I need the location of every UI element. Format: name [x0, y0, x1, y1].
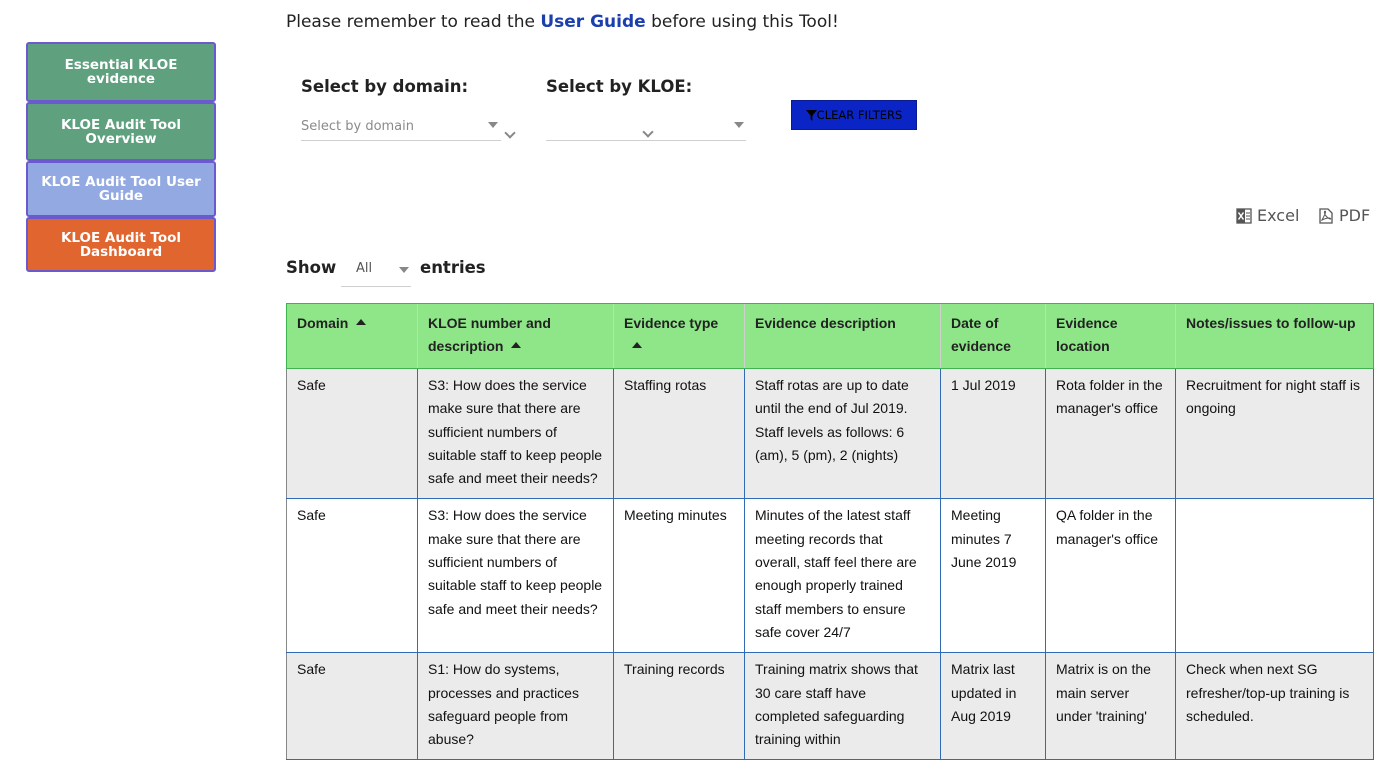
- caret-down-icon: [399, 267, 409, 273]
- sidebar-button-audit-tool-dashboard[interactable]: KLOE Audit Tool Dashboard: [26, 217, 216, 272]
- table-header-row: [287, 304, 1374, 369]
- notice-suffix: before using this Tool!: [645, 12, 839, 32]
- column-header-label: Evidence location: [1056, 315, 1118, 354]
- column-header-kloe[interactable]: [418, 304, 614, 369]
- cell-location: Rota folder in the manager's office: [1046, 369, 1176, 499]
- column-header-domain[interactable]: [287, 304, 418, 369]
- kloe-filter-label: Select by KLOE:: [546, 77, 693, 96]
- chevron-down-icon[interactable]: [504, 127, 515, 138]
- cell-domain: Safe: [287, 653, 418, 760]
- pdf-label: PDF: [1339, 206, 1371, 225]
- cell-date: Matrix last updated in Aug 2019: [941, 653, 1046, 760]
- sidebar-button-audit-tool-overview[interactable]: KLOE Audit Tool Overview: [26, 102, 216, 161]
- excel-label: Excel: [1257, 206, 1300, 225]
- pdf-icon: [1318, 208, 1334, 224]
- clear-filters-label: CLEAR FILTERS: [816, 108, 903, 122]
- entries-length-value: All: [356, 261, 373, 276]
- cell-domain: Safe: [287, 369, 418, 499]
- domain-filter-select[interactable]: [301, 112, 501, 141]
- cell-evidence-type: Training records: [614, 653, 745, 760]
- kloe-filter-select[interactable]: [546, 112, 746, 141]
- cell-date: Meeting minutes 7 June 2019: [941, 499, 1046, 653]
- export-excel-button[interactable]: [1236, 206, 1299, 225]
- entries-label: entries: [420, 258, 486, 277]
- cell-notes: Recruitment for night staff is ongoing: [1176, 369, 1374, 499]
- column-header-label: Evidence description: [755, 315, 896, 331]
- sidebar-button-essential-kloe-evidence[interactable]: Essential KLOE evidence: [26, 42, 216, 102]
- cell-location: QA folder in the manager's office: [1046, 499, 1176, 653]
- show-label: Show: [286, 258, 337, 277]
- caret-down-icon: [488, 122, 498, 128]
- column-header-notes: [1176, 304, 1374, 369]
- cell-kloe: S3: How does the service make sure that there are sufficient numbers of suitable staff to keep people safe and meet their needs?: [418, 369, 614, 499]
- caret-down-icon: [734, 122, 744, 128]
- cell-evidence-description: Training matrix shows that 30 care staff have completed safeguarding training within: [745, 653, 941, 760]
- cell-notes: [1176, 499, 1374, 653]
- table-row: [287, 653, 1374, 760]
- chevron-down-icon: [642, 126, 653, 137]
- sort-asc-icon: [632, 342, 642, 348]
- sort-asc-icon: [511, 342, 521, 348]
- cell-evidence-type: Meeting minutes: [614, 499, 745, 653]
- export-pdf-button[interactable]: [1318, 206, 1370, 225]
- sidebar-button-audit-tool-user-guide[interactable]: KLOE Audit Tool User Guide: [26, 161, 216, 217]
- user-guide-link[interactable]: User Guide: [540, 12, 646, 32]
- notice-prefix: Please remember to read the: [286, 12, 541, 32]
- column-header-label: Notes/issues to follow-up: [1186, 315, 1356, 331]
- table-row: [287, 499, 1374, 653]
- cell-evidence-description: Staff rotas are up to date until the end of Jul 2019. Staff levels as follows: 6 (am), 5 (pm), 2 (nights): [745, 369, 941, 499]
- clear-filters-button[interactable]: [791, 100, 917, 130]
- column-header-label: Domain: [297, 315, 349, 331]
- evidence-table: [286, 303, 1374, 760]
- cell-evidence-type: Staffing rotas: [614, 369, 745, 499]
- cell-kloe: S3: How does the service make sure that there are sufficient numbers of suitable staff to keep people safe and meet their needs?: [418, 499, 614, 653]
- cell-location: Matrix is on the main server under 'training': [1046, 653, 1176, 760]
- cell-date: 1 Jul 2019: [941, 369, 1046, 499]
- entries-length-select[interactable]: [341, 255, 411, 287]
- column-header-label: Date of evidence: [951, 315, 1011, 354]
- column-header-date: [941, 304, 1046, 369]
- table-row: [287, 369, 1374, 499]
- column-header-location: [1046, 304, 1176, 369]
- user-guide-notice: [286, 12, 839, 32]
- cell-notes: Check when next SG refresher/top-up training is scheduled.: [1176, 653, 1374, 760]
- cell-kloe: S1: How do systems, processes and practices safeguard people from abuse?: [418, 653, 614, 760]
- domain-filter-label: Select by domain:: [301, 77, 469, 96]
- column-header-evidence-type[interactable]: [614, 304, 745, 369]
- column-header-evidence-description: [745, 304, 941, 369]
- cell-evidence-description: Minutes of the latest staff meeting records that overall, staff feel there are enough properly trained staff members to ensure safe cover 24/7: [745, 499, 941, 653]
- sort-asc-icon: [356, 319, 366, 325]
- filter-clear-icon: [806, 110, 817, 121]
- column-header-label: KLOE number and description: [428, 315, 551, 354]
- domain-filter-placeholder: Select by domain: [301, 119, 415, 134]
- excel-icon: [1236, 208, 1252, 224]
- cell-domain: Safe: [287, 499, 418, 653]
- column-header-label: Evidence type: [624, 315, 719, 331]
